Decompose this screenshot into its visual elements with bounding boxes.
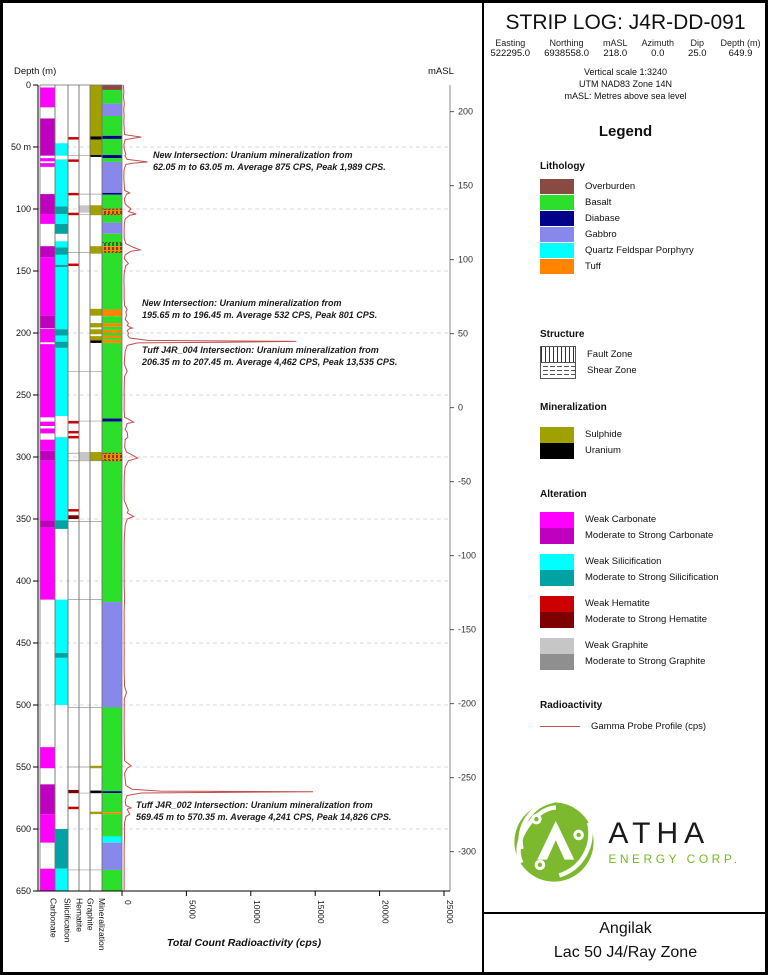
svg-text:Graphite: Graphite: [85, 898, 96, 931]
svg-text:0: 0: [25, 80, 31, 90]
legend-item: Quartz Feldspar Porphyry: [540, 242, 759, 258]
tuff-swatch: [540, 259, 574, 274]
hematite-group: Weak Hematite Moderate to Strong Hematite: [540, 596, 759, 628]
svg-text:350: 350: [15, 514, 31, 524]
svg-text:150: 150: [458, 180, 474, 191]
svg-text:500: 500: [15, 700, 31, 710]
svg-text:200: 200: [458, 106, 474, 117]
legend-mineralization: Mineralization Sulphide Uranium: [540, 402, 759, 459]
project-name: Angilak: [599, 920, 652, 937]
svg-text:15000: 15000: [316, 900, 327, 924]
svg-text:Carbonate: Carbonate: [48, 898, 59, 938]
scale-notes: Vertical scale 1:3240 UTM NAD83 Zone 14N mASL: Metres above sea level: [564, 67, 687, 102]
graphite-strong-swatch: [540, 654, 574, 670]
svg-text:100: 100: [15, 204, 31, 214]
svg-text:100: 100: [458, 254, 474, 265]
svg-text:25000: 25000: [445, 900, 455, 924]
svg-text:-100: -100: [458, 550, 477, 561]
legend-heading: Legend: [598, 123, 653, 140]
hematite-weak-swatch: [540, 596, 574, 612]
svg-text:650: 650: [15, 886, 31, 896]
meta-depth: Depth (m) 649.9: [720, 38, 761, 59]
zone-name: Lac 50 J4/Ray Zone: [553, 944, 698, 961]
svg-text:-150: -150: [458, 624, 477, 635]
graphite-group: Weak Graphite Moderate to Strong Graphite: [540, 638, 759, 670]
meta-azimuth: Azimuth 0.0: [641, 38, 675, 59]
svg-text:mASL: mASL: [428, 66, 454, 77]
silicification-group: Weak Silicification Moderate to Strong Silicification: [540, 554, 759, 586]
uranium-swatch: [540, 443, 574, 459]
svg-text:-50: -50: [458, 476, 472, 487]
svg-text:-300: -300: [458, 846, 477, 857]
page-title: STRIP LOG: J4R-DD-091: [505, 11, 746, 34]
atha-logo-icon: [510, 798, 598, 886]
logo-wordmark: ATHA ENERGY CORP.: [608, 816, 741, 866]
legend-item: Overburden: [540, 178, 759, 194]
svg-text:50 m: 50 m: [10, 142, 31, 152]
hematite-strong-swatch: [540, 612, 574, 628]
svg-text:0: 0: [458, 402, 464, 413]
qfp-swatch: [540, 243, 574, 258]
svg-text:600: 600: [15, 824, 31, 834]
svg-text:-200: -200: [458, 698, 477, 709]
fault-zone-swatch: [540, 346, 576, 363]
svg-text:150: 150: [15, 266, 31, 276]
svg-text:10000: 10000: [251, 900, 262, 924]
svg-text:Mineralization: Mineralization: [97, 898, 107, 951]
info-panel: [482, 3, 767, 972]
diabase-swatch: [540, 211, 574, 226]
mineralization-swatches: Sulphide Uranium: [540, 427, 759, 459]
svg-text:New Intersection: Uranium mine: New Intersection: Uranium mineralization from 62.05 m to 63.05 m. Average 875 CPS, Peak 1,989 CPS.: [153, 150, 386, 172]
svg-text:300: 300: [15, 452, 31, 462]
svg-text:400: 400: [15, 576, 31, 586]
graphite-weak-swatch: [540, 638, 574, 654]
svg-text:250: 250: [15, 390, 31, 400]
legend-item: Basalt: [540, 194, 759, 210]
legend-lithology: Lithology Overburden Basalt Diabase Gabbro Quartz Feldspar Porphyry Tuff: [540, 161, 759, 274]
svg-text:450: 450: [15, 638, 31, 648]
legend-item: Tuff: [540, 258, 759, 274]
meta-northing: Northing 6938558.0: [544, 38, 589, 59]
svg-text:20000: 20000: [380, 900, 391, 924]
legend-item: Diabase: [540, 210, 759, 226]
meta-easting: Easting 522295.0: [490, 38, 531, 59]
legend-item: Shear Zone: [540, 362, 759, 378]
panel-header: [484, 11, 767, 102]
overburden-swatch: [540, 179, 574, 194]
svg-text:-250: -250: [458, 772, 477, 783]
silicification-strong-swatch: [540, 570, 574, 586]
legend-structure: Structure Fault Zone Shear Zone: [540, 329, 759, 378]
meta-dip: Dip 25.0: [688, 38, 707, 59]
legend-item: Gabbro: [540, 226, 759, 242]
svg-text:Hematite: Hematite: [74, 898, 85, 933]
legend-radioactivity: Radioactivity Gamma Probe Profile (cps): [540, 700, 759, 732]
silicification-weak-swatch: [540, 554, 574, 570]
svg-text:550: 550: [15, 762, 31, 772]
svg-text:Silicification: Silicification: [62, 898, 73, 943]
sulphide-swatch: [540, 427, 574, 443]
gamma-line-swatch: [540, 726, 580, 727]
project-footer: [484, 912, 767, 972]
svg-text:0: 0: [123, 900, 133, 905]
meta-masl: mASL 218.0: [603, 38, 628, 59]
carbonate-strong-swatch: [540, 528, 574, 544]
svg-text:Tuff J4R_002 Intersection: Ura: Tuff J4R_002 Intersection: Uranium mineralization from 569.45 m to 570.35 m. Average 4,241 CPS, Peak 14,826 CPS.: [136, 800, 392, 822]
company-logo: [484, 798, 767, 886]
shear-zone-swatch: [540, 362, 576, 379]
svg-text:5000: 5000: [187, 900, 198, 919]
svg-text:200: 200: [15, 328, 31, 338]
legend-alteration: Alteration Weak Carbonate Moderate to Strong Carbonate Weak Silicification Moderate to Strong Silicification Weak Hematite Moderate to Strong Hematite Weak Graphite Moderate to Strong Graphite: [540, 489, 759, 680]
svg-text:New Intersection: Uranium mine: New Intersection: Uranium mineralization from 195.65 m to 196.45 m. Average 532 CPS, Peak 801 CPS.: [142, 298, 378, 320]
legend-item: Fault Zone: [540, 346, 759, 362]
carbonate-group: Weak Carbonate Moderate to Strong Carbonate: [540, 512, 759, 544]
svg-text:Tuff J4R_004 Intersection: Ura: Tuff J4R_004 Intersection: Uranium mineralization from 206.35 m to 207.45 m. Average 4,462 CPS, Peak 13,535 CPS.: [142, 345, 398, 367]
hole-metadata: [484, 38, 767, 59]
gabbro-swatch: [540, 227, 574, 242]
basalt-swatch: [540, 195, 574, 210]
gamma-legend-row: Gamma Probe Profile (cps): [540, 721, 759, 732]
carbonate-weak-swatch: [540, 512, 574, 528]
svg-text:Depth (m): Depth (m): [14, 66, 57, 77]
svg-text:Total Count Radioactivity (cps: Total Count Radioactivity (cps): [166, 937, 322, 949]
svg-text:50: 50: [458, 328, 469, 339]
